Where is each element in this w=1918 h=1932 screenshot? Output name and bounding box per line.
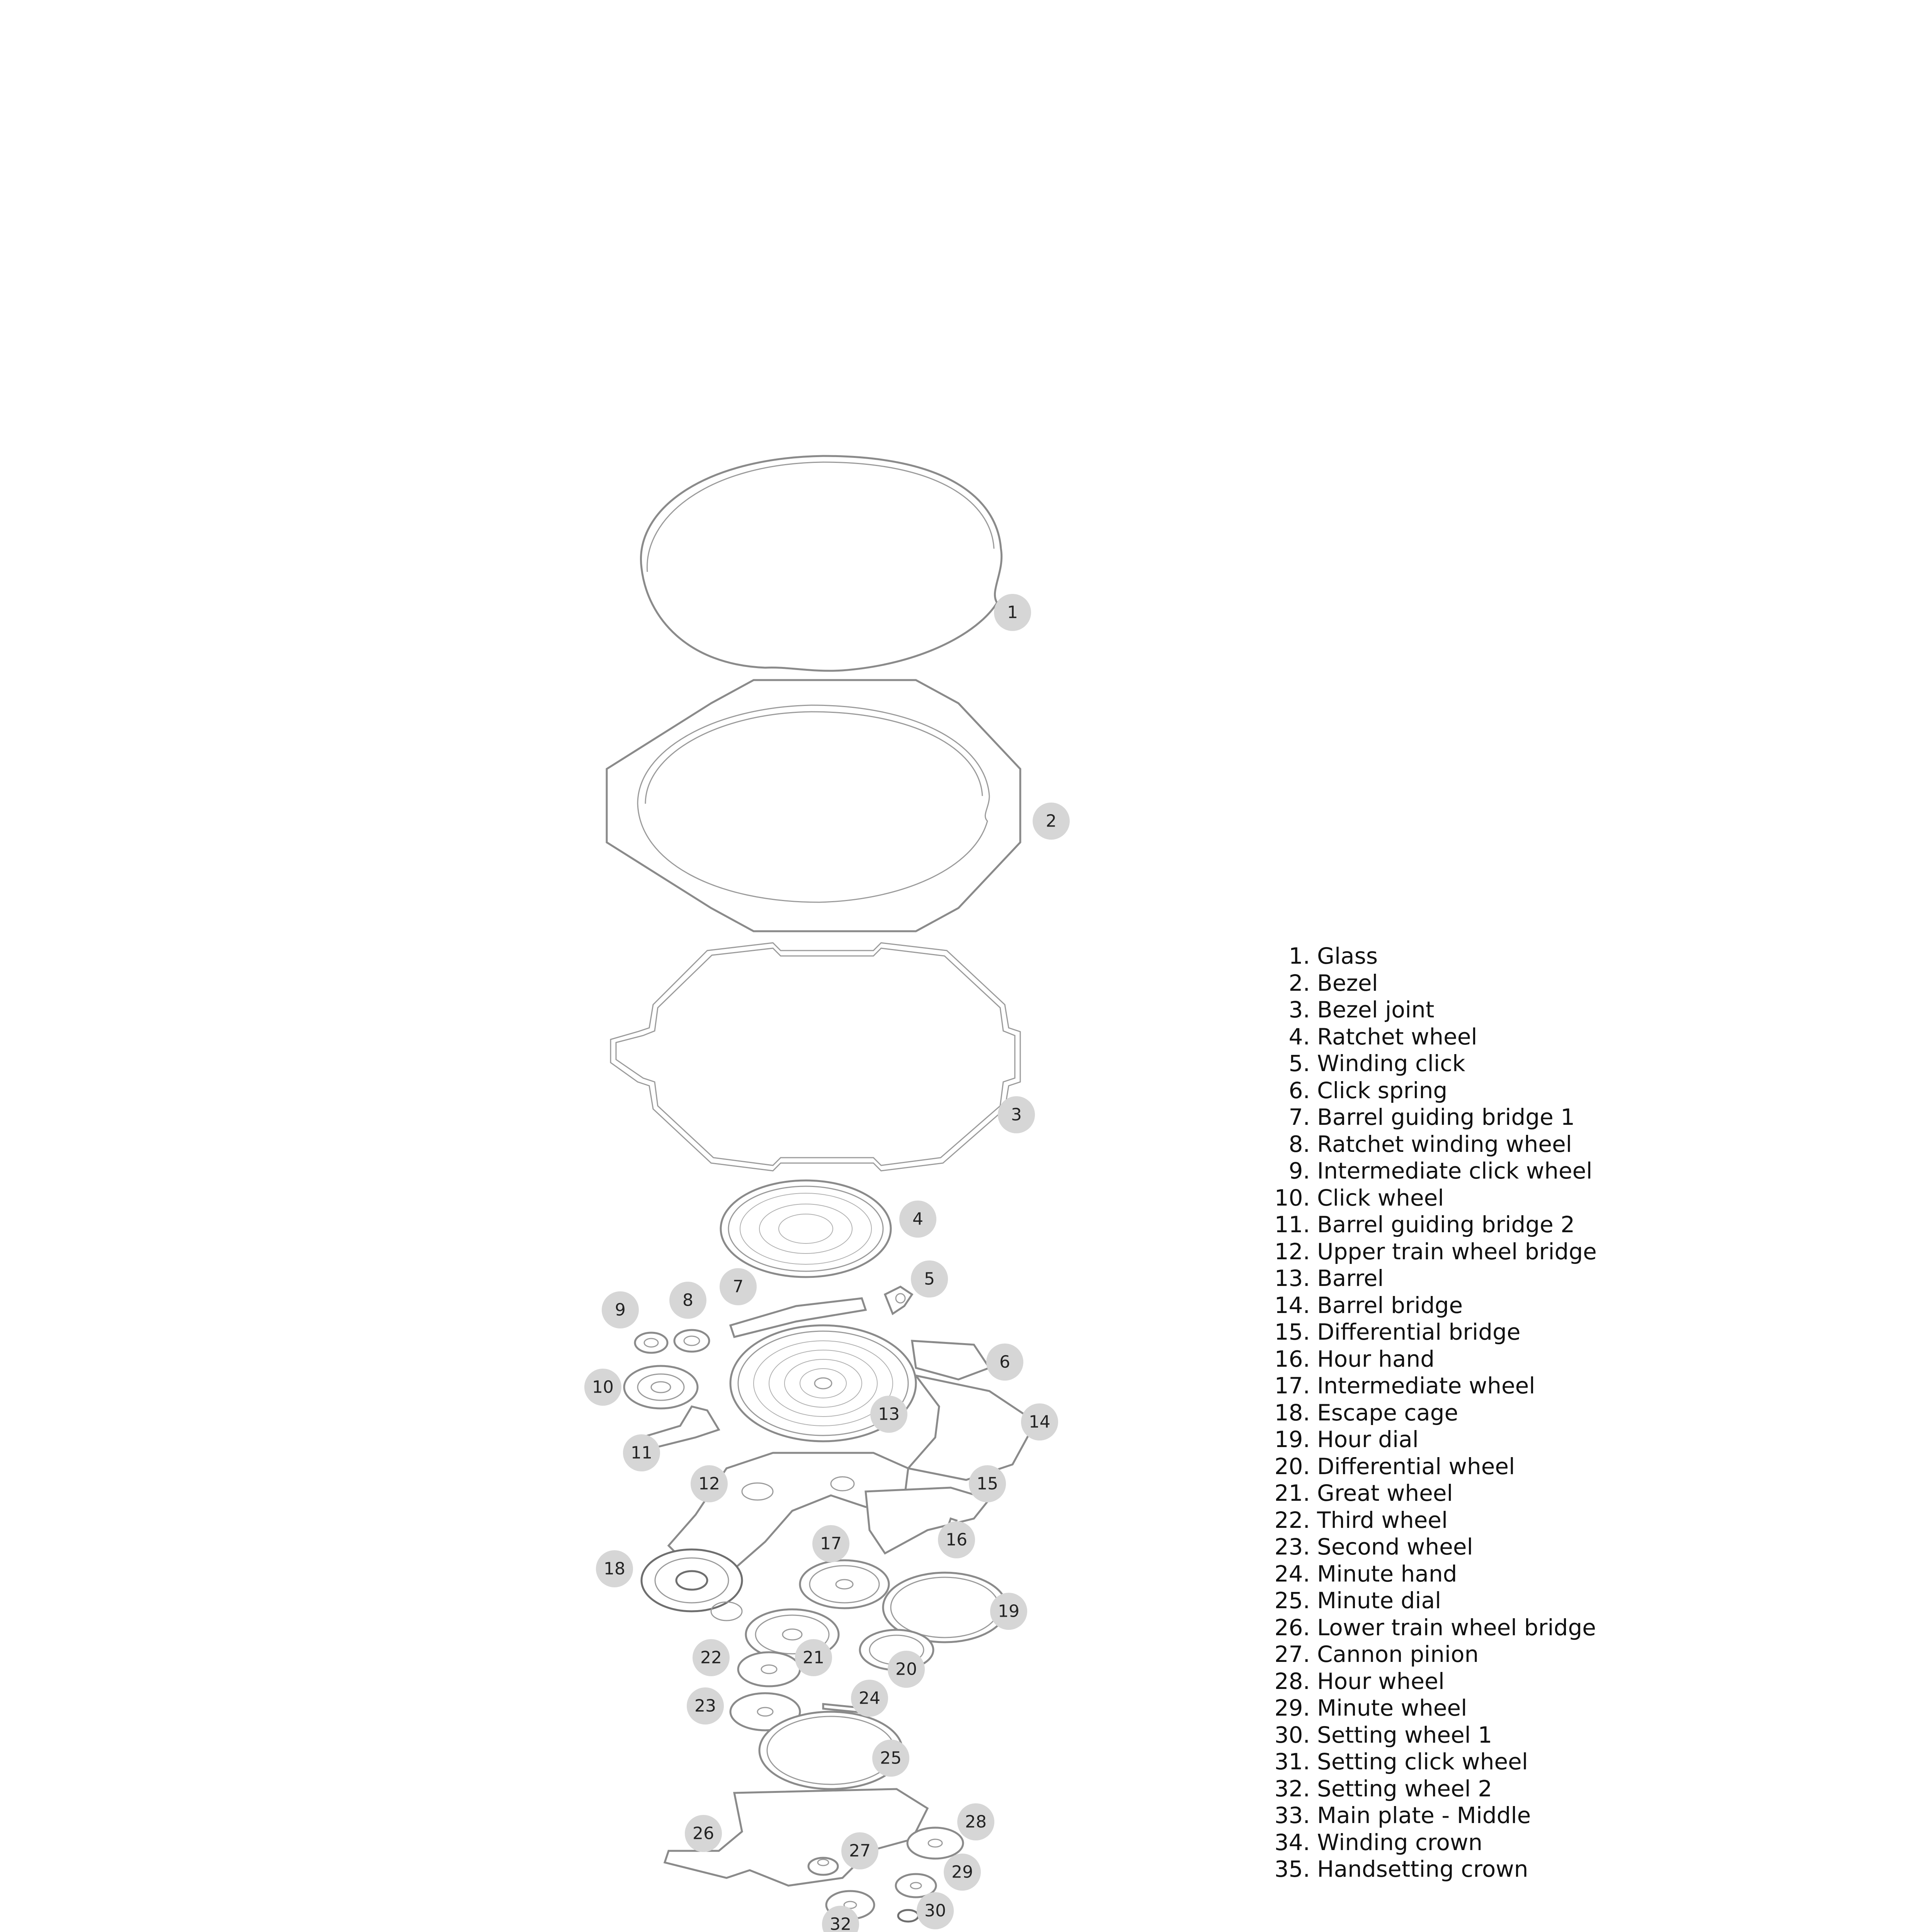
legend-item bbox=[1258, 1722, 1838, 1749]
legend-item-label: Cannon pinion bbox=[1317, 1641, 1479, 1667]
legend-item-label: Handsetting crown bbox=[1317, 1856, 1528, 1882]
legend-item bbox=[1258, 1131, 1838, 1158]
legend-item-number: 8. bbox=[1288, 1131, 1310, 1157]
legend-item-number: 4. bbox=[1288, 1023, 1310, 1050]
callout-number: 6 bbox=[999, 1352, 1010, 1372]
legend-item-number: 2. bbox=[1288, 969, 1310, 996]
part-escape-cage bbox=[642, 1549, 742, 1621]
legend-item bbox=[1258, 1077, 1838, 1104]
legend-item bbox=[1258, 1614, 1838, 1641]
legend-item bbox=[1258, 997, 1838, 1024]
callout-number: 2 bbox=[1046, 811, 1057, 831]
legend-item-number: 30. bbox=[1274, 1721, 1310, 1748]
legend-item-label: Upper train wheel bridge bbox=[1317, 1238, 1597, 1265]
legend-item-label: Lower train wheel bridge bbox=[1317, 1614, 1596, 1641]
part-click-wheel bbox=[624, 1366, 698, 1408]
legend-item-label: Intermediate click wheel bbox=[1317, 1158, 1593, 1184]
legend-item bbox=[1258, 1104, 1838, 1131]
legend-item bbox=[1258, 1802, 1838, 1829]
legend-item-label: Hour wheel bbox=[1317, 1668, 1445, 1694]
callout-number: 19 bbox=[998, 1601, 1019, 1621]
legend-item bbox=[1258, 1856, 1838, 1883]
legend-item-number: 10. bbox=[1274, 1184, 1310, 1211]
legend-item bbox=[1258, 1695, 1838, 1722]
part-click-spring bbox=[912, 1341, 989, 1379]
legend-item-number: 3. bbox=[1288, 997, 1310, 1023]
callout-number: 5 bbox=[924, 1269, 935, 1289]
legend-item-number: 15. bbox=[1274, 1319, 1310, 1345]
legend-item-label: Setting click wheel bbox=[1317, 1748, 1528, 1775]
legend-item-number: 16. bbox=[1274, 1345, 1310, 1372]
legend-item bbox=[1258, 1748, 1838, 1776]
callout-number: 11 bbox=[631, 1443, 652, 1463]
legend-item bbox=[1258, 1507, 1838, 1534]
legend-item bbox=[1258, 1372, 1838, 1400]
legend-item-number: 19. bbox=[1274, 1426, 1310, 1452]
legend-item-number: 27. bbox=[1274, 1641, 1310, 1667]
legend-item bbox=[1258, 1319, 1838, 1346]
callout-number: 10 bbox=[592, 1377, 614, 1397]
legend-item-label: Ratchet winding wheel bbox=[1317, 1131, 1572, 1157]
legend-item bbox=[1258, 970, 1838, 997]
part-bezel-joint bbox=[611, 943, 1020, 1171]
legend-item-label: Hour hand bbox=[1317, 1345, 1435, 1372]
callout-number: 12 bbox=[698, 1474, 720, 1494]
legend-item bbox=[1258, 1346, 1838, 1373]
legend-item-label: Setting wheel 2 bbox=[1317, 1775, 1493, 1802]
legend-item bbox=[1258, 1534, 1838, 1561]
callout-number: 3 bbox=[1011, 1105, 1022, 1125]
legend-item bbox=[1258, 1158, 1838, 1185]
legend-item-label: Differential wheel bbox=[1317, 1453, 1515, 1480]
legend-item-number: 22. bbox=[1274, 1507, 1310, 1533]
callout-number: 13 bbox=[878, 1404, 900, 1424]
legend-item-number: 1. bbox=[1288, 943, 1310, 969]
legend-item-number: 11. bbox=[1274, 1211, 1310, 1238]
legend-item-label: Barrel bbox=[1317, 1265, 1384, 1291]
legend-item-number: 24. bbox=[1274, 1560, 1310, 1587]
legend-item-label: Bezel bbox=[1317, 969, 1378, 996]
callout-number: 20 bbox=[895, 1659, 917, 1679]
legend-item-label: Winding click bbox=[1317, 1050, 1465, 1077]
legend-item-number: 33. bbox=[1274, 1802, 1310, 1828]
callout-number: 25 bbox=[880, 1748, 902, 1768]
legend-item bbox=[1258, 1587, 1838, 1614]
legend-item-number: 34. bbox=[1274, 1829, 1310, 1855]
callout-number: 14 bbox=[1029, 1412, 1050, 1432]
legend-item bbox=[1258, 1561, 1838, 1588]
legend-item bbox=[1258, 1265, 1838, 1292]
legend-item-label: Click spring bbox=[1317, 1077, 1448, 1104]
legend-item-label: Setting wheel 1 bbox=[1317, 1721, 1493, 1748]
legend-item bbox=[1258, 1480, 1838, 1507]
part-ratchet-wheel bbox=[721, 1180, 891, 1277]
legend-item-number: 14. bbox=[1274, 1292, 1310, 1318]
legend-item bbox=[1258, 1776, 1838, 1803]
callout-number: 7 bbox=[733, 1277, 744, 1297]
callout-number: 17 bbox=[820, 1534, 842, 1554]
legend-item bbox=[1258, 1668, 1838, 1695]
part-cannon-pinion bbox=[808, 1858, 838, 1875]
callout-number: 23 bbox=[694, 1696, 716, 1716]
legend-item bbox=[1258, 1292, 1838, 1319]
legend-item bbox=[1258, 1400, 1838, 1427]
legend-item bbox=[1258, 1829, 1838, 1856]
legend-item-number: 12. bbox=[1274, 1238, 1310, 1265]
callout-number: 27 bbox=[849, 1841, 871, 1861]
legend-item-number: 5. bbox=[1288, 1050, 1310, 1077]
legend-item bbox=[1258, 1453, 1838, 1480]
legend-item bbox=[1258, 1185, 1838, 1212]
legend-item-label: Barrel guiding bridge 2 bbox=[1317, 1211, 1575, 1238]
callout-number: 24 bbox=[859, 1688, 880, 1708]
legend-item-number: 28. bbox=[1274, 1668, 1310, 1694]
callout-number: 26 bbox=[693, 1823, 714, 1844]
legend-item-number: 31. bbox=[1274, 1748, 1310, 1775]
legend-item-label: Differential bridge bbox=[1317, 1319, 1521, 1345]
parts-legend bbox=[1258, 943, 1838, 1883]
callout-number: 15 bbox=[977, 1474, 998, 1494]
legend-item bbox=[1258, 1211, 1838, 1238]
part-glass bbox=[641, 456, 1001, 671]
legend-item-number: 26. bbox=[1274, 1614, 1310, 1641]
legend-item-number: 9. bbox=[1288, 1158, 1310, 1184]
legend-item-label: Third wheel bbox=[1317, 1507, 1448, 1533]
legend-item-number: 13. bbox=[1274, 1265, 1310, 1291]
callout-number: 16 bbox=[946, 1530, 967, 1550]
legend-item-label: Click wheel bbox=[1317, 1184, 1444, 1211]
callout-number: 1 bbox=[1007, 602, 1018, 622]
part-barrel-bridge bbox=[908, 1376, 1036, 1480]
legend-item-label: Intermediate wheel bbox=[1317, 1372, 1535, 1399]
callout-number: 32 bbox=[830, 1914, 851, 1932]
legend-item-number: 7. bbox=[1288, 1104, 1310, 1130]
legend-item-label: Second wheel bbox=[1317, 1534, 1473, 1560]
legend-item-label: Barrel bridge bbox=[1317, 1292, 1463, 1318]
legend-item-label: Minute dial bbox=[1317, 1587, 1441, 1614]
callout-number: 9 bbox=[615, 1300, 626, 1320]
callout-number: 28 bbox=[965, 1812, 987, 1832]
legend-item-label: Glass bbox=[1317, 943, 1378, 969]
callout-number: 30 bbox=[924, 1901, 946, 1921]
legend-item-number: 20. bbox=[1274, 1453, 1310, 1480]
part-third-wheel bbox=[738, 1652, 800, 1686]
legend-item-number: 29. bbox=[1274, 1695, 1310, 1721]
legend-item-label: Minute hand bbox=[1317, 1560, 1457, 1587]
legend-item-label: Minute wheel bbox=[1317, 1695, 1467, 1721]
legend-item bbox=[1258, 943, 1838, 970]
callout-number: 21 bbox=[803, 1648, 824, 1668]
legend-item-label: Escape cage bbox=[1317, 1399, 1458, 1426]
legend-item-label: Barrel guiding bridge 1 bbox=[1317, 1104, 1575, 1130]
part-ratchet-winding-wheel bbox=[674, 1330, 709, 1352]
callout-number: 22 bbox=[700, 1648, 722, 1668]
legend-item bbox=[1258, 1426, 1838, 1453]
legend-item-number: 18. bbox=[1274, 1399, 1310, 1426]
legend-item bbox=[1258, 1238, 1838, 1265]
part-intermediate-click-wheel bbox=[635, 1333, 667, 1353]
legend-item-label: Bezel joint bbox=[1317, 997, 1435, 1023]
legend-item bbox=[1258, 1024, 1838, 1051]
part-winding-click bbox=[885, 1287, 912, 1314]
callout-number: 18 bbox=[604, 1559, 625, 1579]
legend-item-number: 32. bbox=[1274, 1775, 1310, 1802]
legend-item-label: Hour dial bbox=[1317, 1426, 1419, 1452]
legend-item bbox=[1258, 1641, 1838, 1668]
callout-number: 8 bbox=[682, 1290, 693, 1310]
legend-item-number: 35. bbox=[1274, 1856, 1310, 1882]
legend-item bbox=[1258, 1050, 1838, 1077]
legend-item-label: Main plate - Middle bbox=[1317, 1802, 1531, 1828]
legend-item-label: Ratchet wheel bbox=[1317, 1023, 1477, 1050]
part-hour-wheel bbox=[907, 1828, 963, 1859]
legend-item-label: Winding crown bbox=[1317, 1829, 1483, 1855]
part-intermediate-wheel bbox=[800, 1560, 889, 1608]
callout-number: 4 bbox=[912, 1209, 923, 1229]
callout-number: 29 bbox=[951, 1862, 973, 1882]
part-bezel bbox=[607, 680, 1020, 931]
part-setting-wheel-1 bbox=[898, 1910, 918, 1922]
legend-item-number: 25. bbox=[1274, 1587, 1310, 1614]
legend-item-number: 21. bbox=[1274, 1480, 1310, 1506]
legend-item-number: 23. bbox=[1274, 1534, 1310, 1560]
legend-item-number: 17. bbox=[1274, 1372, 1310, 1399]
legend-item-number: 6. bbox=[1288, 1077, 1310, 1104]
legend-item-label: Great wheel bbox=[1317, 1480, 1453, 1506]
